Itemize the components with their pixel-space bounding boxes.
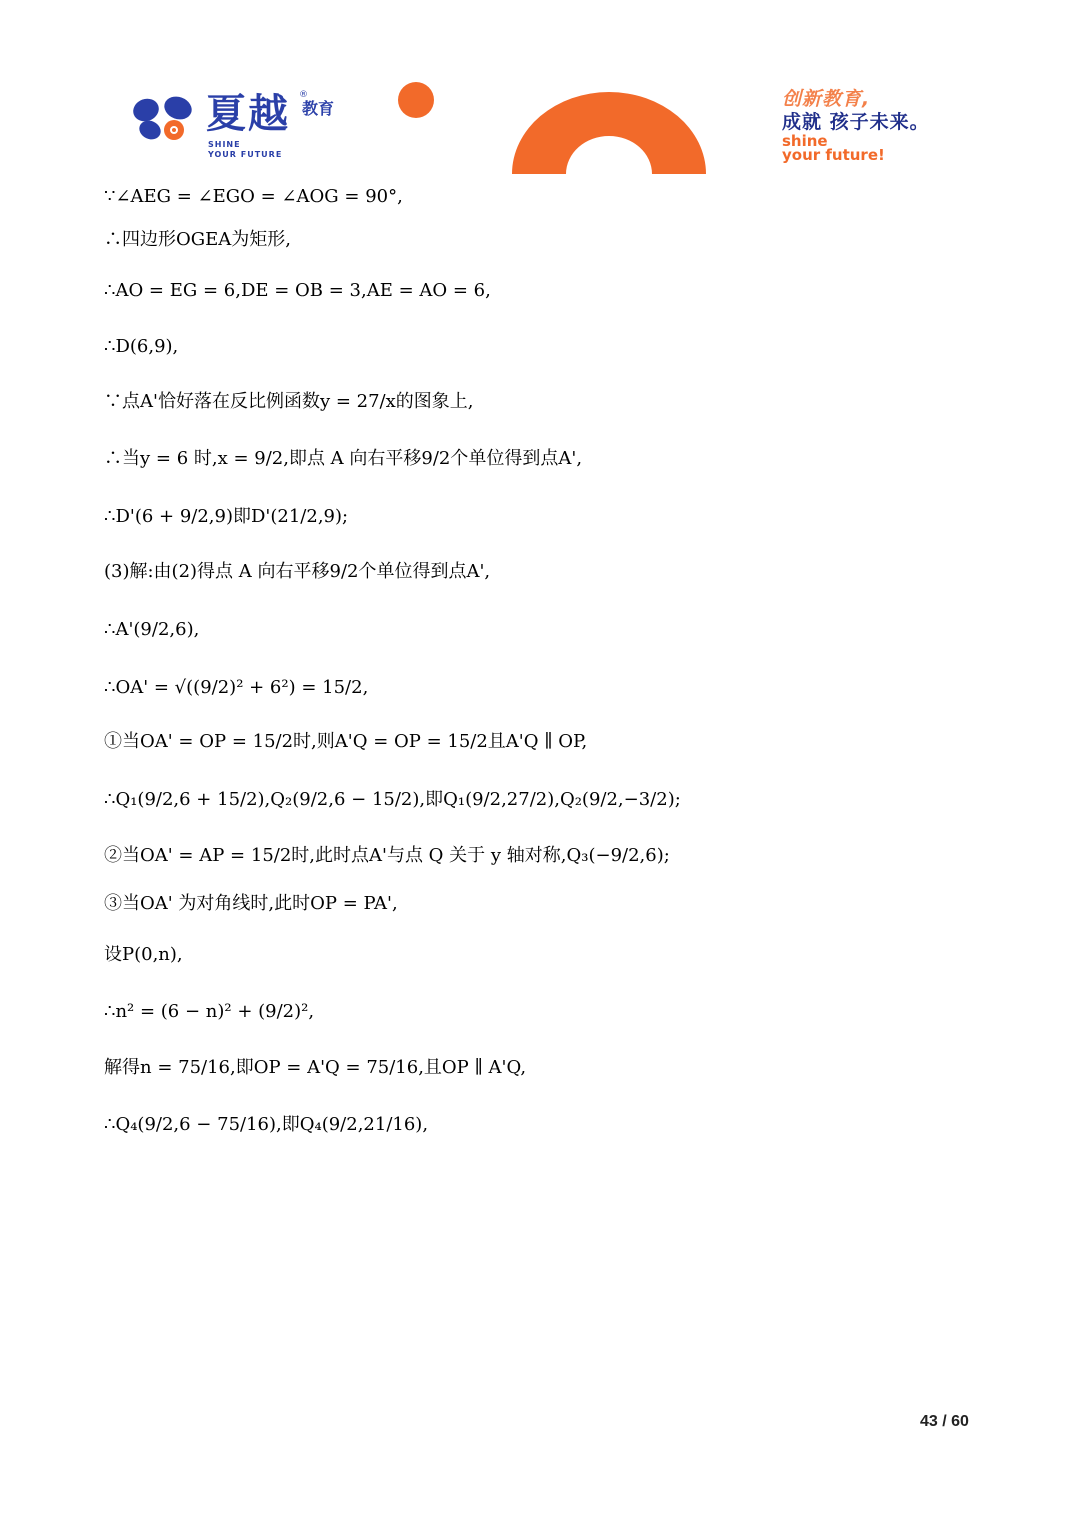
solution-line: ②当OA' = AP = 15/2时,此时点A'与点 Q 关于 y 轴对称,Q₃(−9/2,6); — [104, 845, 670, 866]
solution-line: ∴OA' = √((9/2)² + 6²) = 15/2, — [104, 677, 369, 698]
solution-line: ∴A'(9/2,6), — [104, 619, 200, 640]
solution-line: ③当OA' 为对角线时,此时OP = PA', — [104, 893, 398, 914]
solution-line: ∴Q₄(9/2,6 − 75/16),即Q₄(9/2,21/16), — [104, 1114, 429, 1135]
slogan-line-1: 创新教育, — [782, 88, 871, 110]
solution-line: 解得n = 75/16,即OP = A'Q = 75/16,且OP ∥ A'Q, — [104, 1057, 527, 1078]
logo-english-line2: YOUR FUTURE — [208, 150, 283, 159]
solution-line: ∴当y = 6 时,x = 9/2,即点 A 向右平移9/2个单位得到点A', — [104, 448, 583, 469]
solution-line: ∴D'(6 + 9/2,9)即D'(21/2,9); — [104, 506, 349, 527]
slogan-line-4: your future! — [782, 146, 885, 164]
solution-line: ①当OA' = OP = 15/2时,则A'Q = OP = 15/2且A'Q ∥ OP, — [104, 731, 588, 752]
logo-chinese-name: 夏越 — [206, 91, 290, 137]
solution-line: 设P(0,n), — [104, 944, 183, 965]
solution-line: ∴Q₁(9/2,6 + 15/2),Q₂(9/2,6 − 15/2),即Q₁(9/2,27/2),Q₂(9/2,−3/2); — [104, 789, 681, 810]
logo-english-line1: SHINE — [208, 140, 241, 149]
page-number: 43 / 60 — [920, 1413, 969, 1430]
solution-line: ∵点A'恰好落在反比例函数y = 27/x的图象上, — [104, 391, 474, 412]
orange-arch-decoration — [390, 80, 720, 176]
solution-line: ∴n² = (6 − n)² + (9/2)², — [104, 1001, 315, 1022]
butterfly-logo-icon — [132, 94, 194, 142]
solution-line: ∴四边形OGEA为矩形, — [104, 229, 291, 250]
solution-line: ∵∠AEG = ∠EGO = ∠AOG = 90°, — [104, 186, 403, 207]
slogan-line-3: shine — [782, 132, 828, 150]
solution-line: (3)解:由(2)得点 A 向右平移9/2个单位得到点A', — [104, 561, 491, 582]
registered-mark: ® — [299, 90, 308, 100]
slogan-line-2: 成就 孩子未来。 — [782, 111, 930, 133]
xiayue-logo — [132, 90, 352, 162]
solution-line: ∴AO = EG = 6,DE = OB = 3,AE = AO = 6, — [104, 280, 491, 301]
slogan — [782, 88, 982, 162]
solution-line: ∴D(6,9), — [104, 336, 179, 357]
logo-edu-text: 教育 — [302, 99, 335, 118]
